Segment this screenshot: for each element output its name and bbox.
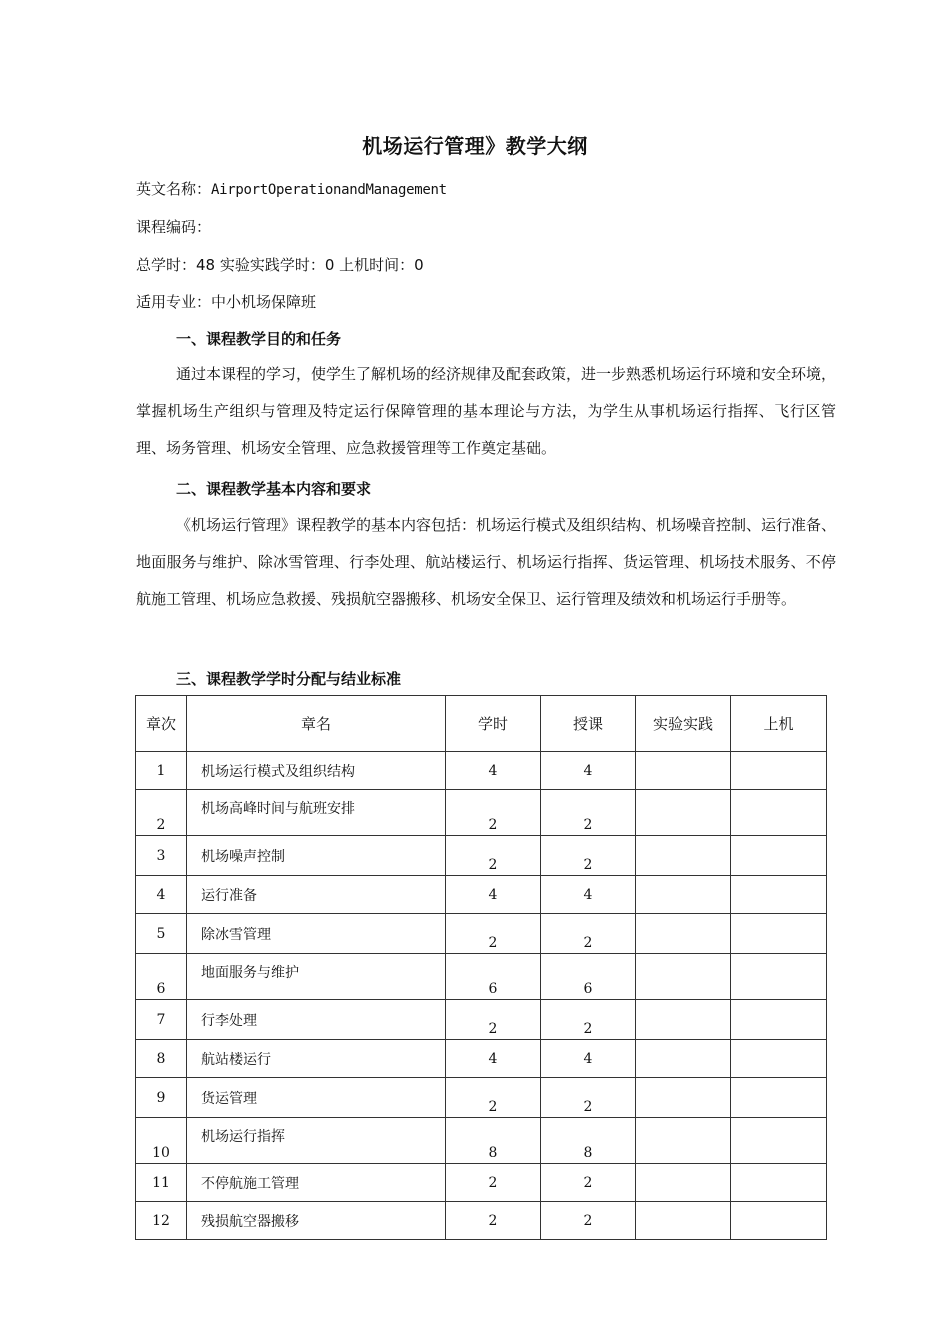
cell-no: 6	[136, 954, 187, 1000]
cell-lab	[636, 1040, 731, 1078]
cell-computer	[731, 836, 827, 876]
cell-lecture: 4	[541, 1040, 636, 1078]
cell-computer	[731, 752, 827, 790]
cell-hours: 4	[446, 876, 541, 914]
cell-lab	[636, 954, 731, 1000]
table-row	[136, 790, 827, 836]
cell-no: 2	[136, 790, 187, 836]
table-row	[136, 1164, 827, 1202]
table-header-row	[136, 696, 827, 752]
table-row	[136, 914, 827, 954]
table-row	[136, 1202, 827, 1240]
table-row	[136, 1000, 827, 1040]
cell-hours: 4	[446, 752, 541, 790]
course-code-label: 课程编码：	[136, 218, 212, 236]
cell-lab	[636, 1000, 731, 1040]
cell-lecture: 4	[541, 876, 636, 914]
cell-computer	[731, 1040, 827, 1078]
cell-name: 航站楼运行	[187, 1040, 446, 1078]
cell-no: 5	[136, 914, 187, 954]
cell-hours: 2	[446, 1078, 541, 1118]
major-line: 适用专业：中小机场保障班	[136, 293, 317, 311]
table-row	[136, 752, 827, 790]
cell-hours: 2	[446, 790, 541, 836]
cell-no: 3	[136, 836, 187, 876]
cell-lab	[636, 790, 731, 836]
header-lecture: 授课	[541, 696, 636, 752]
cell-lab	[636, 836, 731, 876]
cell-name: 机场运行模式及组织结构	[187, 752, 446, 790]
cell-lecture: 2	[541, 790, 636, 836]
english-name-line	[136, 178, 447, 199]
cell-lecture: 2	[541, 1202, 636, 1240]
header-hours: 学时	[446, 696, 541, 752]
cell-no: 8	[136, 1040, 187, 1078]
cell-computer	[731, 954, 827, 1000]
cell-hours: 2	[446, 1000, 541, 1040]
cell-computer	[731, 876, 827, 914]
cell-lecture: 2	[541, 1164, 636, 1202]
cell-no: 10	[136, 1118, 187, 1164]
cell-lecture: 8	[541, 1118, 636, 1164]
table-row	[136, 1040, 827, 1078]
cell-name: 运行准备	[187, 876, 446, 914]
cell-computer	[731, 1000, 827, 1040]
cell-computer	[731, 1078, 827, 1118]
cell-name: 行李处理	[187, 1000, 446, 1040]
cell-lab	[636, 876, 731, 914]
cell-computer	[731, 914, 827, 954]
cell-computer	[731, 790, 827, 836]
cell-lecture: 4	[541, 752, 636, 790]
hours-line: 总学时：48 实验实践学时：0 上机时间：0	[136, 256, 424, 274]
cell-lecture: 2	[541, 914, 636, 954]
cell-no: 12	[136, 1202, 187, 1240]
header-lab: 实验实践	[636, 696, 731, 752]
table-row	[136, 836, 827, 876]
table-row	[136, 876, 827, 914]
cell-name: 不停航施工管理	[187, 1164, 446, 1202]
cell-computer	[731, 1164, 827, 1202]
cell-computer	[731, 1202, 827, 1240]
cell-lecture: 2	[541, 1078, 636, 1118]
cell-no: 1	[136, 752, 187, 790]
table-row	[136, 1118, 827, 1164]
cell-name: 地面服务与维护	[187, 954, 446, 1000]
cell-lab	[636, 1078, 731, 1118]
cell-hours: 2	[446, 836, 541, 876]
cell-lab	[636, 1164, 731, 1202]
document-title: 机场运行管理》教学大纲	[362, 134, 588, 158]
cell-hours: 2	[446, 1164, 541, 1202]
cell-no: 11	[136, 1164, 187, 1202]
cell-lab	[636, 914, 731, 954]
cell-hours: 8	[446, 1118, 541, 1164]
cell-hours: 2	[446, 1202, 541, 1240]
english-name-value: AirportOperationandManagement	[211, 182, 447, 198]
table-row	[136, 1078, 827, 1118]
cell-lab	[636, 1118, 731, 1164]
cell-name: 机场噪声控制	[187, 836, 446, 876]
cell-hours: 2	[446, 914, 541, 954]
section1-heading: 一、课程教学目的和任务	[176, 330, 342, 348]
cell-no: 9	[136, 1078, 187, 1118]
table-row	[136, 954, 827, 1000]
cell-lab	[636, 752, 731, 790]
header-computer: 上机	[731, 696, 827, 752]
english-name-label: 英文名称：	[136, 180, 212, 198]
header-chapter: 章次	[136, 696, 187, 752]
cell-no: 7	[136, 1000, 187, 1040]
cell-no: 4	[136, 876, 187, 914]
section2-text: 《机场运行管理》课程教学的基本内容包括：机场运行模式及组织结构、机场噪音控制、运行准备、地面服务与维护、除冰雪管理、行李处理、航站楼运行、机场运行指挥、货运管理、机场技术服务、不停航施工管理、机场应急救援、残损航空器搬移、机场安全保卫、运行管理及绩效和机场运行手册等。	[136, 516, 837, 608]
cell-hours: 4	[446, 1040, 541, 1078]
cell-name: 机场运行指挥	[187, 1118, 446, 1164]
cell-name: 机场高峰时间与航班安排	[187, 790, 446, 836]
cell-name: 货运管理	[187, 1078, 446, 1118]
section3-heading: 三、课程教学学时分配与结业标准	[176, 670, 402, 688]
hours-table	[135, 695, 827, 1240]
cell-lecture: 6	[541, 954, 636, 1000]
cell-hours: 6	[446, 954, 541, 1000]
header-chapter-name: 章名	[187, 696, 446, 752]
cell-name: 除冰雪管理	[187, 914, 446, 954]
cell-name: 残损航空器搬移	[187, 1202, 446, 1240]
cell-lecture: 2	[541, 836, 636, 876]
cell-lecture: 2	[541, 1000, 636, 1040]
cell-computer	[731, 1118, 827, 1164]
section1-text: 通过本课程的学习，使学生了解机场的经济规律及配套政策，进一步熟悉机场运行环境和安全环境，掌握机场生产组织与管理及特定运行保障管理的基本理论与方法，为学生从事机场运行指挥、飞行区管理、场务管理、机场安全管理、应急救援管理等工作奠定基础。	[136, 365, 837, 457]
cell-lab	[636, 1202, 731, 1240]
section2-heading: 二、课程教学基本内容和要求	[176, 480, 372, 498]
